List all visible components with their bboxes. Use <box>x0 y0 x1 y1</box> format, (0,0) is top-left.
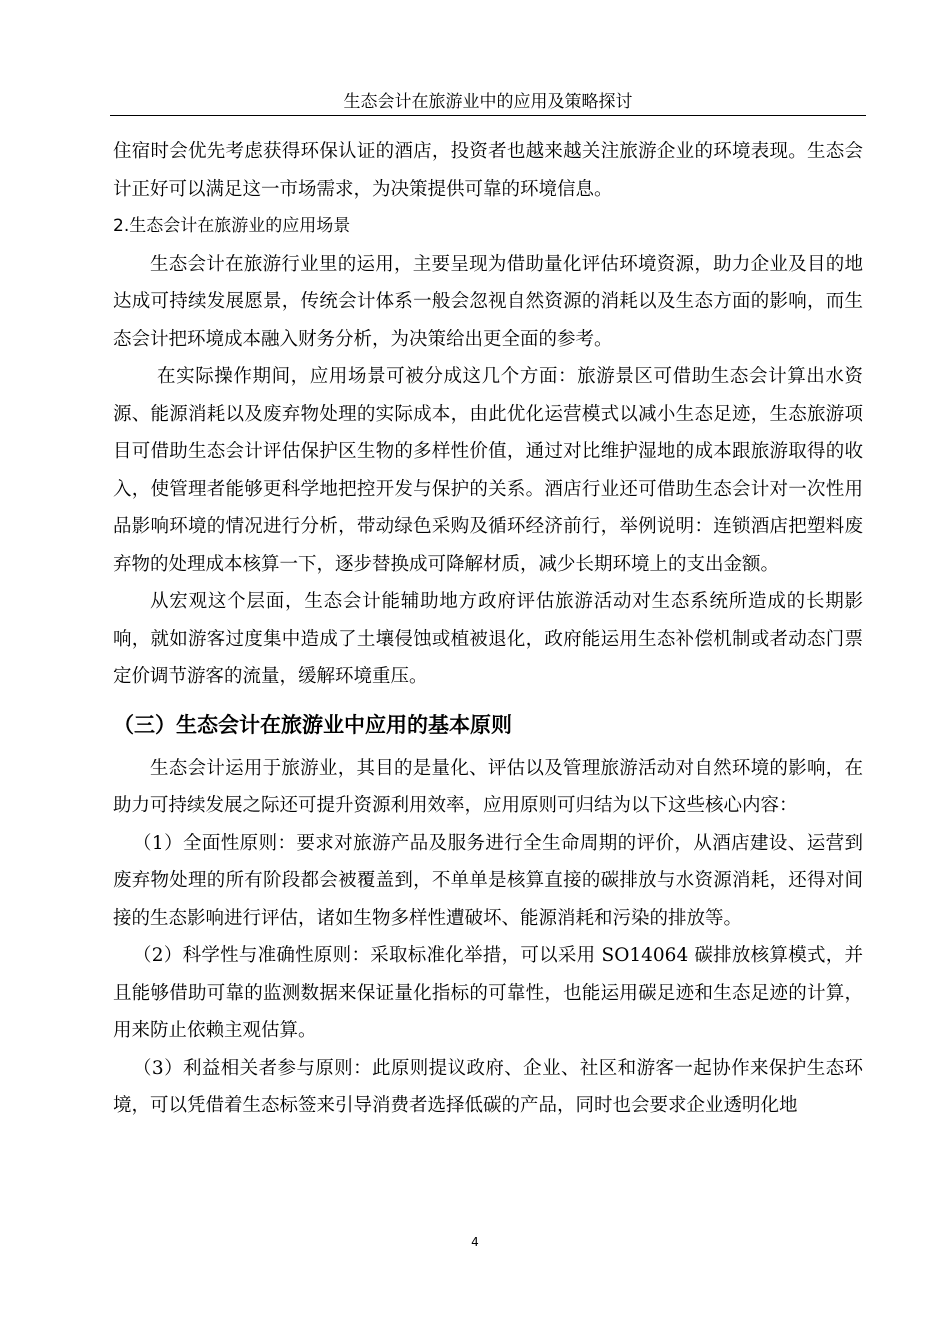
page-number: 4 <box>471 1235 479 1249</box>
paragraph-principle-comprehensiveness: （1）全面性原则：要求对旅游产品及服务进行全生命周期的评价，从酒店建设、运营到废弃物处理的所有阶段都会被覆盖到，不单单是核算直接的碳排放与水资源消耗，还得对间接的生态影响进行评估，诸如生物多样性遭破坏、能源消耗和污染的排放等。 <box>113 832 863 929</box>
body-content <box>113 133 863 1125</box>
paragraph-principle-stakeholders: （3）利益相关者参与原则：此原则提议政府、企业、社区和游客一起协作来保护生态环境，可以凭借着生态标签来引导消费者选择低碳的产品，同时也会要求企业透明化地 <box>113 1057 863 1116</box>
paragraph-application-overview: 生态会计在旅游行业里的运用，主要呈现为借助量化评估环境资源，助力企业及目的地达成可持续发展愿景，传统会计体系一般会忽视自然资源的消耗以及生态方面的影响，而生态会计把环境成本融入财务分析，为决策给出更全面的参考。 <box>113 253 863 350</box>
running-header-title: 生态会计在旅游业中的应用及策略探讨 <box>343 92 633 112</box>
paragraph-macro-level: 从宏观这个层面，生态会计能辅助地方政府评估旅游活动对生态系统所造成的长期影响，就如游客过度集中造成了土壤侵蚀或植被退化，政府能运用生态补偿机制或者动态门票定价调节游客的流量，缓解环境重压。 <box>113 591 863 687</box>
paragraph-principle-accuracy: （2）科学性与准确性原则：采取标准化举措，可以采用 SO14064 碳排放核算模式，并且能够借助可靠的监测数据来保证量化指标的可靠性，也能运用碳足迹和生态足迹的计算，用来防止依赖主观估算。 <box>113 945 863 1041</box>
subsection-heading: 2.生态会计在旅游业的应用场景 <box>113 216 351 236</box>
section-heading: （三）生态会计在旅游业中应用的基本原则 <box>113 712 512 737</box>
paragraph-continuation: 住宿时会优先考虑获得环保认证的酒店，投资者也越来越关注旅游企业的环境表现。生态会计正好可以满足这一市场需求，为决策提供可靠的环境信息。 <box>113 141 863 200</box>
paragraph-principles-intro: 生态会计运用于旅游业，其目的是量化、评估以及管理旅游活动对自然环境的影响，在助力可持续发展之际还可提升资源利用效率，应用原则可归结为以下这些核心内容： <box>113 757 863 816</box>
paragraph-application-scenarios: 在实际操作期间，应用场景可被分成这几个方面：旅游景区可借助生态会计算出水资源、能源消耗以及废弃物处理的实际成本，由此优化运营模式以减小生态足迹，生态旅游项目可借助生态会计评估保护区生物的多样性价值，通过对比维护湿地的成本跟旅游取得的收入，使管理者能够更科学地把控开发与保护的关系。酒店行业还可借助生态会计对一次性用品影响环境的情况进行分析，带动绿色采购及循环经济前行，举例说明：连锁酒店把塑料废弃物的处理成本核算一下，逐步替换成可降解材质，减少长期环境上的支出金额。 <box>113 366 863 575</box>
header-divider <box>110 115 866 116</box>
